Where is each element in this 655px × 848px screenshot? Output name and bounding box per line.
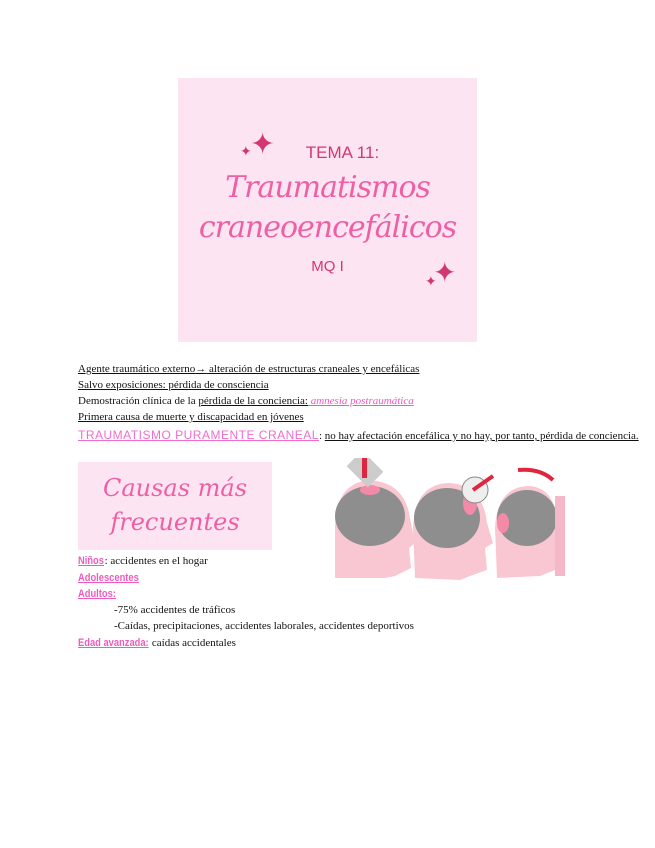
cover-tema: TEMA 11: [305,143,380,162]
intro-line-2 [78,379,269,391]
cover-title-line2: craneoencefálicos [198,210,457,245]
text: : [318,430,325,442]
text: alteración de estructuras craneales y encefálicas [206,363,420,375]
sparkle-icon: ✦ [425,275,437,290]
head-illustration [495,470,565,578]
text: : accidentes en el hogar [104,555,208,567]
text: Demostración clínica de la [78,395,199,407]
head-trauma-illustration [325,458,565,583]
text: Agente traumático externo [78,363,196,375]
causas-title-line1: Causas más [102,474,248,502]
list-adolescentes [78,572,150,584]
head-illustration [335,458,415,578]
category-label: Edad avanzada: [78,637,149,649]
list-edad-avanzada [78,637,236,649]
sparkle-icon: ✦ [433,258,457,289]
intro-line-5 [78,428,639,442]
list-subitem: -Caídas, precipitaciones, accidentes laborales, accidentes deportivos [114,620,414,632]
list-adultos [78,588,123,600]
text: Primera causa de muerte y discapacidad en jóvenes [78,411,304,423]
sparkle-icon: ✦ [240,145,252,160]
list-subitem: -75% accidentes de tráficos [114,604,236,616]
intro-line-1 [78,363,419,375]
highlight-text: amnesia postraumática [307,395,414,407]
text: Salvo exposiciones: pérdida de consciencia [78,379,269,391]
intro-line-3 [78,395,414,407]
head-illustration [413,476,493,580]
list-ninos [78,555,208,567]
category-label: Adolescentes [78,572,139,584]
intro-line-4 [78,411,304,423]
text: pérdida de la conciencia: [198,395,308,407]
causas-title-line2: frecuentes [110,508,240,536]
cover-title-line1: Traumatismos [225,170,430,205]
text: caídas accidentales [149,637,236,649]
sparkle-icon: ✦ [250,128,276,161]
cover-banner [178,78,477,342]
causas-banner [78,462,272,550]
category-label: Niños [78,555,104,567]
arrow-icon: → [195,363,207,375]
category-label: Adultos: [78,588,116,600]
text: no hay afectación encefálica y no hay, por tanto, pérdida de conciencia. [324,430,639,442]
term-label: TRAUMATISMO PURAMENTE CRANEAL [78,428,319,442]
cover-subtitle: MQ I [311,258,344,275]
